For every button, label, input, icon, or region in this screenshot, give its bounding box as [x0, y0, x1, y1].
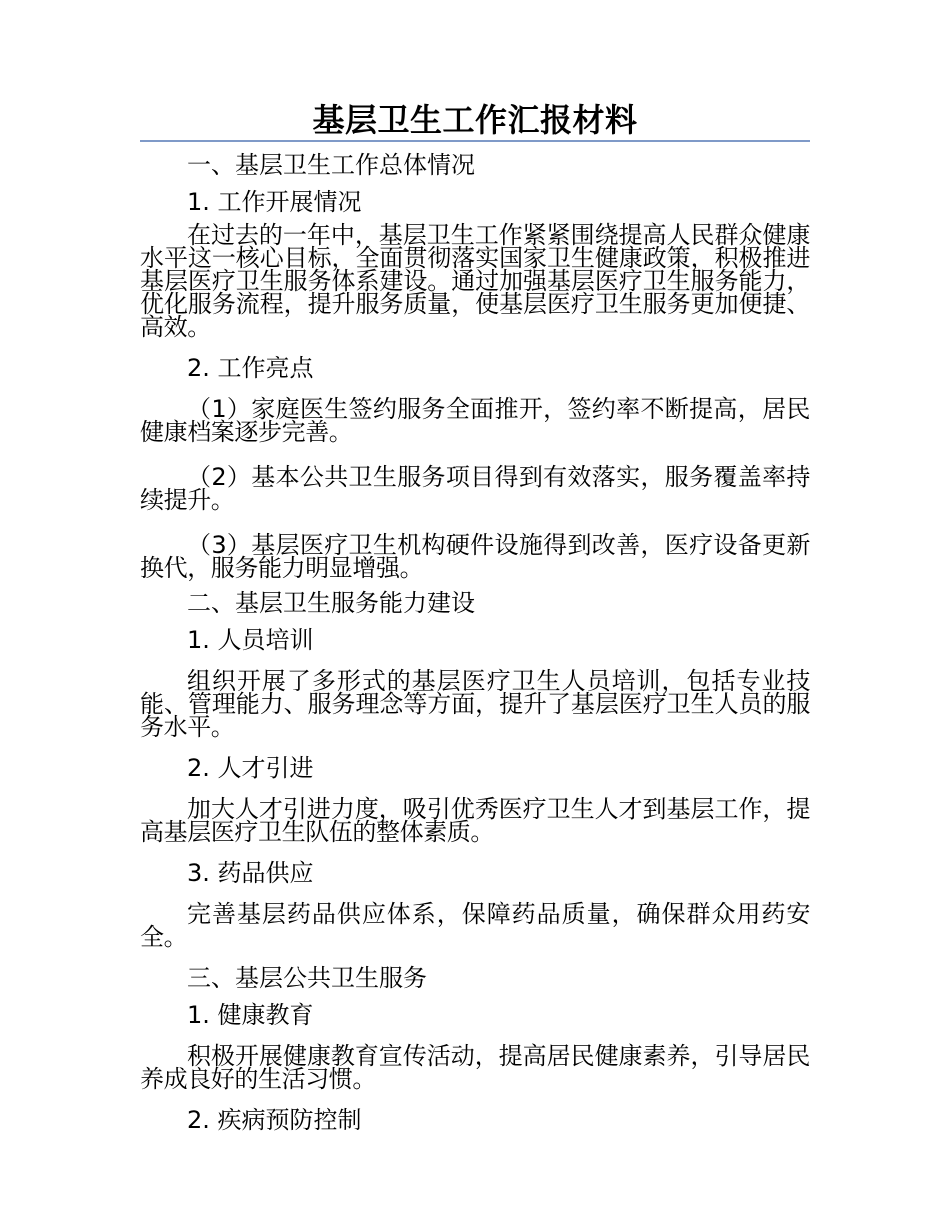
- paragraph: （1）家庭医生签约服务全面推开，签约率不断提高，居民健康档案逐步完善。: [140, 395, 810, 446]
- subsection-heading: 1. 健康教育: [187, 1001, 314, 1029]
- paragraph: 加大人才引进力度，吸引优秀医疗卫生人才到基层工作，提高基层医疗卫生队伍的整体素质。: [140, 795, 810, 846]
- subsection-heading: 2. 人才引进: [187, 754, 314, 782]
- section-heading: 二、基层卫生服务能力建设: [187, 589, 475, 617]
- subsection-heading: 3. 药品供应: [187, 859, 314, 887]
- paragraph: 积极开展健康教育宣传活动，提高居民健康素养，引导居民养成良好的生活习惯。: [140, 1042, 810, 1093]
- subsection-heading: 1. 工作开展情况: [187, 188, 362, 216]
- subsection-heading: 2. 工作亮点: [187, 354, 314, 382]
- section-heading: 三、基层公共卫生服务: [187, 964, 427, 992]
- document-page: [140, 100, 810, 1142]
- paragraph: 完善基层药品供应体系，保障药品质量，确保群众用药安全。: [140, 900, 810, 951]
- subsection-heading: 2. 疾病预防控制: [187, 1106, 362, 1134]
- paragraph: （3）基层医疗卫生机构硬件设施得到改善，医疗设备更新换代，服务能力明显增强。: [140, 531, 810, 582]
- paragraph: （2）基本公共卫生服务项目得到有效落实，服务覆盖率持续提升。: [140, 463, 810, 514]
- section-heading: 一、基层卫生工作总体情况: [187, 151, 475, 179]
- paragraph: 组织开展了多形式的基层医疗卫生人员培训，包括专业技能、管理能力、服务理念等方面，提升了基层医疗卫生人员的服务水平。: [140, 667, 810, 741]
- paragraph: 在过去的一年中，基层卫生工作紧紧围绕提高人民群众健康水平这一核心目标，全面贯彻落实国家卫生健康政策，积极推进基层医疗卫生服务体系建设。通过加强基层医疗卫生服务能力，优化服务流程，提升服务质量，使基层医疗卫生服务更加便捷、高效。: [140, 221, 810, 341]
- subsection-heading: 1. 人员培训: [187, 626, 314, 654]
- title-underline: [140, 140, 810, 142]
- document-title: 基层卫生工作汇报材料: [312, 101, 638, 139]
